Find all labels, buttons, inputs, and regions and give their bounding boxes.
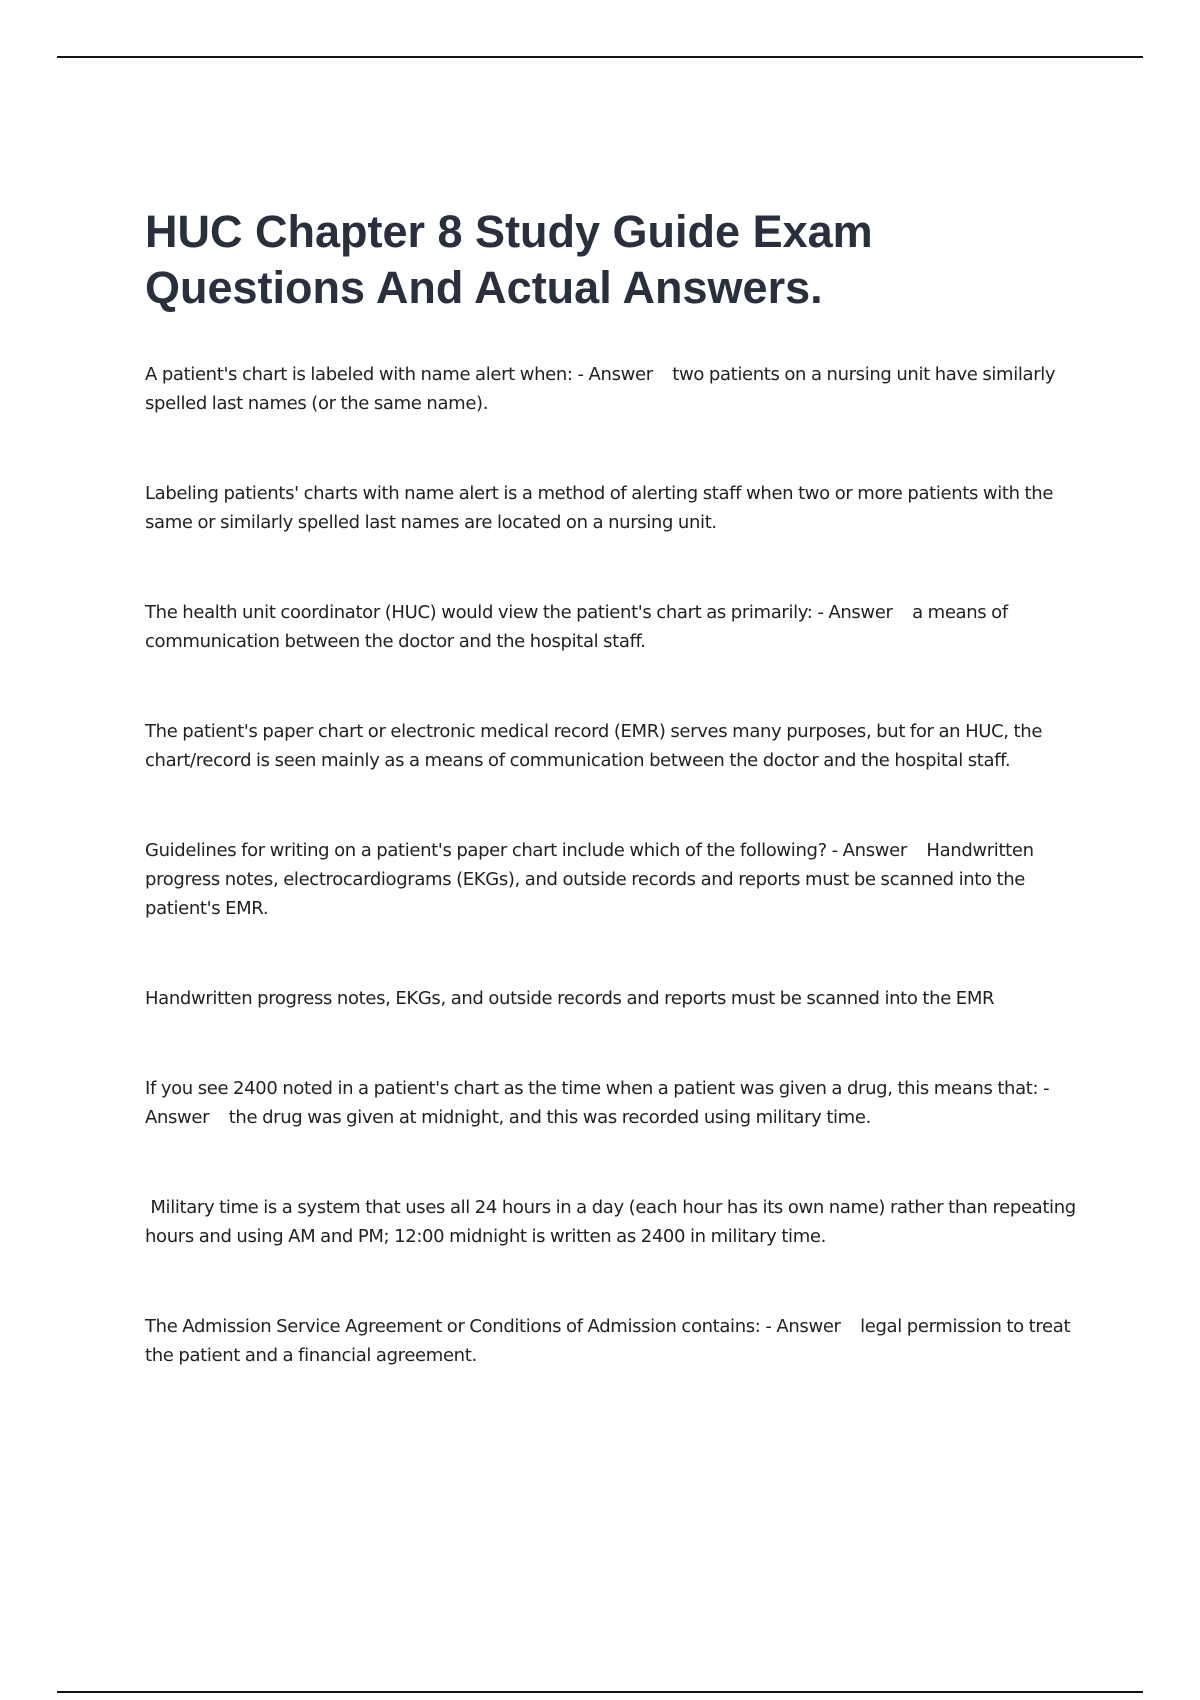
answer-text: legal permission to treat the patient and a financial agreement.: [145, 1316, 1071, 1366]
answer-text: a means of communication between the doctor and the hospital staff.: [145, 602, 1008, 652]
question-text: Guidelines for writing on a patient's paper chart include which of the following?: [145, 840, 827, 861]
question-entry: [145, 1074, 1085, 1132]
answer-text: two patients on a nursing unit have similarly spelled last names (or the same name).: [145, 364, 1056, 414]
answer-marker: - Answer: [812, 602, 893, 623]
question-text: The Admission Service Agreement or Conditions of Admission contains:: [145, 1316, 761, 1337]
explanation-entry: Handwritten progress notes, EKGs, and outside records and reports must be scanned into the EMR: [145, 988, 995, 1009]
explanation-entry: [145, 1193, 1085, 1251]
top-rule: [57, 56, 1143, 58]
question-text: A patient's chart is labeled with name alert when:: [145, 364, 573, 385]
bottom-rule: [57, 1691, 1143, 1693]
answer-marker: - Answer: [760, 1316, 841, 1337]
entries-list: [145, 360, 1085, 1370]
answer-marker: - Answer: [826, 840, 907, 861]
answer-text: Handwritten progress notes, electrocardiograms (EKGs), and outside records and reports must be scanned into the patient's EMR.: [145, 840, 1034, 919]
question-text: If you see 2400 noted in a patient's chart as the time when a patient was given a drug, this means that:: [145, 1078, 1039, 1099]
explanation-entry: Labeling patients' charts with name alert is a method of alerting staff when two or more patients with the same or similarly spelled last names are located on a nursing unit.: [145, 483, 1054, 533]
document-title: HUC Chapter 8 Study Guide Exam Questions And Actual Answers.: [145, 206, 873, 313]
answer-text: the drug was given at midnight, and this was recorded using military time.: [228, 1107, 871, 1128]
question-entry: [145, 836, 1085, 923]
explanation-entry: The patient's paper chart or electronic medical record (EMR) serves many purposes, but for an HUC, the chart/record is seen mainly as a means of communication between the doctor and the hospital staff.: [145, 721, 1043, 771]
question-entry: [145, 1312, 1085, 1370]
answer-marker: - Answer: [572, 364, 653, 385]
explanation-text: Military time is a system that uses all 24 hours in a day (each hour has its own name) rather than repeating hours and using AM and PM; 12:00 midnight is written as 2400 in military time.: [145, 1197, 1081, 1247]
question-entry: [145, 598, 1085, 656]
question-text: The health unit coordinator (HUC) would view the patient's chart as primarily:: [145, 602, 813, 623]
answer-marker: - Answer: [145, 1078, 1050, 1128]
question-entry: [145, 360, 1085, 418]
